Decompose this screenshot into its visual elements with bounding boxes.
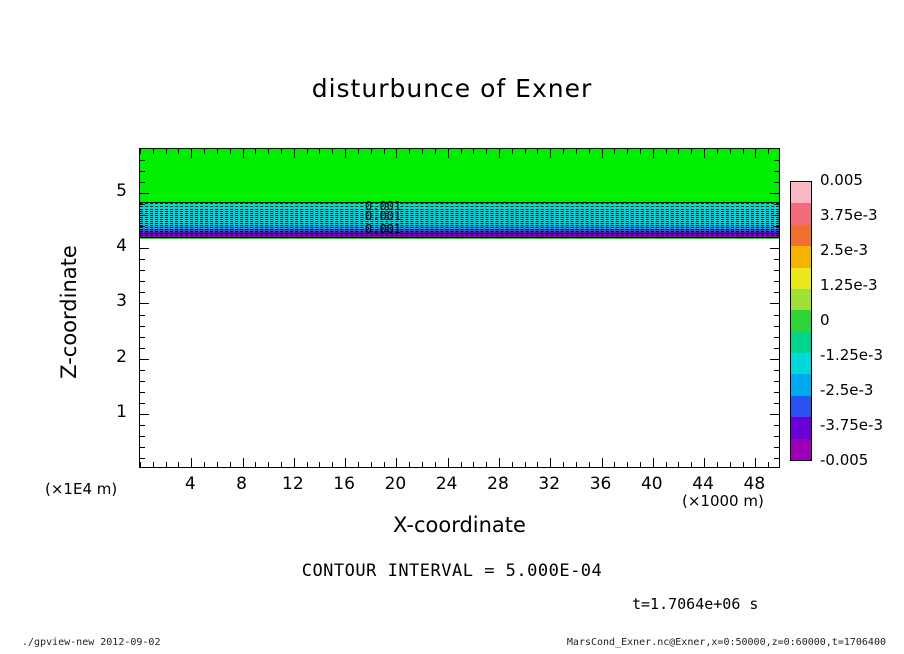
- y-tick: [774, 348, 779, 349]
- y-tick: [140, 281, 145, 282]
- x-tick: [678, 462, 679, 467]
- x-tick: [255, 149, 256, 154]
- x-tick: [576, 462, 577, 467]
- x-tick: [550, 149, 551, 158]
- x-tick: [332, 149, 333, 154]
- y-tick: [140, 237, 145, 238]
- x-tick: [281, 462, 282, 467]
- contour-line: [140, 225, 779, 226]
- y-tick: [140, 447, 145, 448]
- page-title: disturbunce of Exner: [311, 74, 593, 103]
- colorbar-segment: [791, 182, 811, 203]
- x-tick: [448, 458, 449, 467]
- x-tick: [191, 149, 192, 158]
- x-tick: [730, 149, 731, 154]
- x-tick: [332, 462, 333, 467]
- y-tick: [770, 248, 779, 249]
- x-tick-label: 40: [640, 474, 663, 494]
- x-tick-label: 8: [236, 474, 247, 494]
- x-tick: [307, 462, 308, 467]
- colorbar-tick-label: 3.75e-3: [820, 206, 878, 224]
- x-tick: [563, 462, 564, 467]
- x-tick: [525, 149, 526, 154]
- y-tick: [774, 326, 779, 327]
- x-tick: [525, 462, 526, 467]
- contour-line: [140, 221, 779, 222]
- contour-line: [140, 203, 779, 204]
- x-tick: [409, 462, 410, 467]
- colorbar-segment: [791, 310, 811, 331]
- x-tick: [602, 149, 603, 158]
- x-tick-label: 32: [538, 474, 561, 494]
- x-tick: [743, 462, 744, 467]
- colorbar: [790, 181, 812, 461]
- x-tick: [589, 149, 590, 154]
- colorbar-segment: [791, 396, 811, 417]
- x-tick: [294, 149, 295, 158]
- y-tick: [140, 425, 145, 426]
- y-tick: [774, 392, 779, 393]
- x-tick: [512, 149, 513, 154]
- contour-line: [140, 219, 779, 220]
- y-tick: [774, 270, 779, 271]
- x-tick: [281, 149, 282, 154]
- x-tick: [768, 149, 769, 154]
- x-tick: [537, 149, 538, 154]
- contour-line: [140, 223, 779, 224]
- y-tick: [770, 359, 779, 360]
- contour-interval-label: CONTOUR INTERVAL = 5.000E-04: [301, 561, 603, 581]
- x-tick: [614, 149, 615, 154]
- colorbar-segment: [791, 246, 811, 267]
- footer-left: ./gpview-new 2012-09-02: [22, 637, 161, 648]
- y-tick: [140, 292, 145, 293]
- x-tick: [268, 149, 269, 154]
- x-axis-units: (×1000 m): [682, 492, 764, 510]
- colorbar-segment: [791, 332, 811, 353]
- y-tick: [140, 326, 145, 327]
- colorbar-tick-label: 2.5e-3: [820, 241, 869, 259]
- y-tick: [774, 171, 779, 172]
- colorbar-tick-label: -0.005: [820, 451, 869, 469]
- y-tick: [774, 337, 779, 338]
- x-tick: [243, 458, 244, 467]
- x-tick-label: 28: [487, 474, 509, 494]
- x-tick: [486, 462, 487, 467]
- footer-right: MarsCond_Exner.nc@Exner,x=0:50000,z=0:60000,t=1706400: [566, 637, 886, 648]
- contour-line: [140, 229, 779, 230]
- y-axis-title: Z-coordinate: [57, 245, 81, 379]
- contour-line: [140, 215, 779, 216]
- x-axis-title: X-coordinate: [393, 513, 526, 537]
- y-tick: [774, 425, 779, 426]
- y-axis-units: (×1E4 m): [45, 480, 118, 498]
- x-tick: [499, 149, 500, 158]
- contour-line: [140, 231, 779, 232]
- y-tick: [140, 337, 145, 338]
- x-tick: [666, 462, 667, 467]
- y-tick: [140, 226, 145, 227]
- x-tick: [345, 458, 346, 467]
- y-tick: [774, 381, 779, 382]
- x-tick: [217, 462, 218, 467]
- y-tick: [140, 381, 145, 382]
- x-tick: [627, 462, 628, 467]
- x-tick: [217, 149, 218, 154]
- x-tick: [499, 458, 500, 467]
- x-tick: [319, 149, 320, 154]
- x-tick: [576, 149, 577, 154]
- y-tick: [774, 226, 779, 227]
- x-tick: [358, 462, 359, 467]
- x-tick: [473, 149, 474, 154]
- contour-label: 0.001: [365, 209, 402, 223]
- contour-line: [140, 202, 779, 203]
- x-tick: [704, 149, 705, 158]
- colorbar-tick-label: -2.5e-3: [820, 381, 874, 399]
- colorbar-segment: [791, 268, 811, 289]
- contour-line: [140, 206, 779, 207]
- x-tick: [345, 149, 346, 158]
- y-tick: [774, 292, 779, 293]
- x-tick: [627, 149, 628, 154]
- x-tick: [230, 149, 231, 154]
- y-tick: [140, 359, 149, 360]
- x-tick: [512, 462, 513, 467]
- y-tick: [140, 171, 145, 172]
- contour-line: [140, 227, 779, 228]
- contour-line: [140, 237, 779, 238]
- x-tick: [140, 149, 141, 154]
- x-tick-label: 16: [333, 474, 355, 494]
- x-tick: [602, 458, 603, 467]
- x-tick: [371, 462, 372, 467]
- x-tick: [537, 462, 538, 467]
- colorbar-tick-label: -3.75e-3: [820, 416, 883, 434]
- y-tick: [774, 403, 779, 404]
- y-tick: [774, 237, 779, 238]
- x-tick: [550, 458, 551, 467]
- x-tick: [153, 462, 154, 467]
- contour-line: [140, 233, 779, 234]
- x-tick: [691, 149, 692, 154]
- x-tick: [640, 149, 641, 154]
- y-tick: [140, 348, 145, 349]
- y-tick: [140, 303, 149, 304]
- x-tick: [486, 149, 487, 154]
- x-tick: [691, 462, 692, 467]
- x-tick: [755, 458, 756, 467]
- x-tick: [191, 458, 192, 467]
- y-tick: [140, 315, 145, 316]
- y-tick-label: 1: [116, 401, 127, 422]
- y-tick: [140, 458, 145, 459]
- y-tick: [770, 303, 779, 304]
- y-tick: [774, 315, 779, 316]
- x-tick: [422, 462, 423, 467]
- y-tick: [774, 204, 779, 205]
- x-tick: [435, 149, 436, 154]
- x-tick: [461, 149, 462, 154]
- x-tick: [755, 149, 756, 158]
- contour-line: [140, 211, 779, 212]
- colorbar-tick-label: 0: [820, 311, 830, 329]
- x-tick: [563, 149, 564, 154]
- x-tick: [268, 462, 269, 467]
- x-tick: [409, 149, 410, 154]
- x-tick: [768, 462, 769, 467]
- colorbar-tick-label: -1.25e-3: [820, 346, 883, 364]
- x-tick: [678, 149, 679, 154]
- colorbar-tick-label: 1.25e-3: [820, 276, 878, 294]
- contour-line: [140, 209, 779, 210]
- colorbar-segment: [791, 374, 811, 395]
- y-tick: [774, 436, 779, 437]
- y-tick: [774, 215, 779, 216]
- x-tick: [230, 462, 231, 467]
- x-tick-label: 12: [282, 474, 304, 494]
- x-tick: [743, 149, 744, 154]
- x-tick-label: 4: [184, 474, 196, 494]
- x-tick: [204, 149, 205, 154]
- y-tick: [140, 370, 145, 371]
- x-tick: [704, 458, 705, 467]
- x-tick: [614, 462, 615, 467]
- y-tick: [140, 204, 145, 205]
- contour-line: [140, 235, 779, 236]
- y-tick: [140, 392, 145, 393]
- x-tick: [717, 462, 718, 467]
- y-tick: [774, 370, 779, 371]
- x-tick: [435, 462, 436, 467]
- colorbar-segment: [791, 417, 811, 438]
- contour-line: [140, 213, 779, 214]
- x-tick: [653, 149, 654, 158]
- x-tick: [204, 462, 205, 467]
- x-tick: [178, 462, 179, 467]
- y-tick: [140, 248, 149, 249]
- x-tick: [319, 462, 320, 467]
- x-tick-label: 48: [743, 474, 766, 494]
- x-tick: [371, 149, 372, 154]
- y-tick: [774, 281, 779, 282]
- contour-label: 0.001: [365, 199, 402, 213]
- x-tick: [166, 149, 167, 154]
- colorbar-segment: [791, 289, 811, 310]
- x-tick: [140, 462, 141, 467]
- x-tick: [717, 149, 718, 154]
- colorbar-segment: [791, 353, 811, 374]
- x-tick-label: 24: [435, 474, 458, 494]
- colorbar-tick-label: 0.005: [820, 171, 863, 189]
- y-tick-label: 3: [116, 291, 127, 312]
- x-tick: [448, 149, 449, 158]
- x-tick: [307, 149, 308, 154]
- y-tick: [140, 259, 145, 260]
- x-tick: [461, 462, 462, 467]
- x-tick: [653, 458, 654, 467]
- x-tick: [422, 149, 423, 154]
- y-tick: [140, 414, 149, 415]
- x-tick: [243, 149, 244, 158]
- x-tick: [153, 149, 154, 154]
- y-tick-label: 5: [116, 181, 127, 202]
- y-tick: [774, 259, 779, 260]
- x-tick: [294, 458, 295, 467]
- colorbar-segment: [791, 439, 811, 460]
- y-tick: [774, 182, 779, 183]
- y-tick-label: 2: [116, 346, 127, 367]
- y-tick: [140, 182, 145, 183]
- colorbar-segment: [791, 203, 811, 224]
- x-tick: [384, 149, 385, 154]
- plot-area: [139, 148, 780, 468]
- colorbar-segment: [791, 225, 811, 246]
- y-tick: [774, 458, 779, 459]
- x-tick: [640, 462, 641, 467]
- x-tick-label: 20: [384, 474, 407, 494]
- y-tick: [140, 215, 145, 216]
- y-tick: [140, 270, 145, 271]
- x-tick: [473, 462, 474, 467]
- x-tick-label: 36: [589, 474, 612, 494]
- x-tick: [666, 149, 667, 154]
- y-tick: [140, 193, 149, 194]
- y-tick: [774, 447, 779, 448]
- y-tick: [770, 193, 779, 194]
- y-tick: [140, 160, 145, 161]
- y-tick: [774, 160, 779, 161]
- y-tick: [140, 403, 145, 404]
- x-tick: [358, 149, 359, 154]
- x-tick: [730, 462, 731, 467]
- contour-line: [140, 217, 779, 218]
- time-label: t=1.7064e+06 s: [632, 595, 759, 613]
- field-layer: [140, 149, 779, 203]
- contour-label: 0.001: [365, 222, 402, 236]
- x-tick: [396, 458, 397, 467]
- x-tick: [589, 462, 590, 467]
- x-tick: [255, 462, 256, 467]
- x-tick: [166, 462, 167, 467]
- x-tick-label: 44: [692, 474, 714, 494]
- y-tick: [770, 414, 779, 415]
- y-tick-label: 4: [116, 236, 127, 257]
- y-tick: [140, 436, 145, 437]
- x-tick: [396, 149, 397, 158]
- x-tick: [384, 462, 385, 467]
- x-tick: [178, 149, 179, 154]
